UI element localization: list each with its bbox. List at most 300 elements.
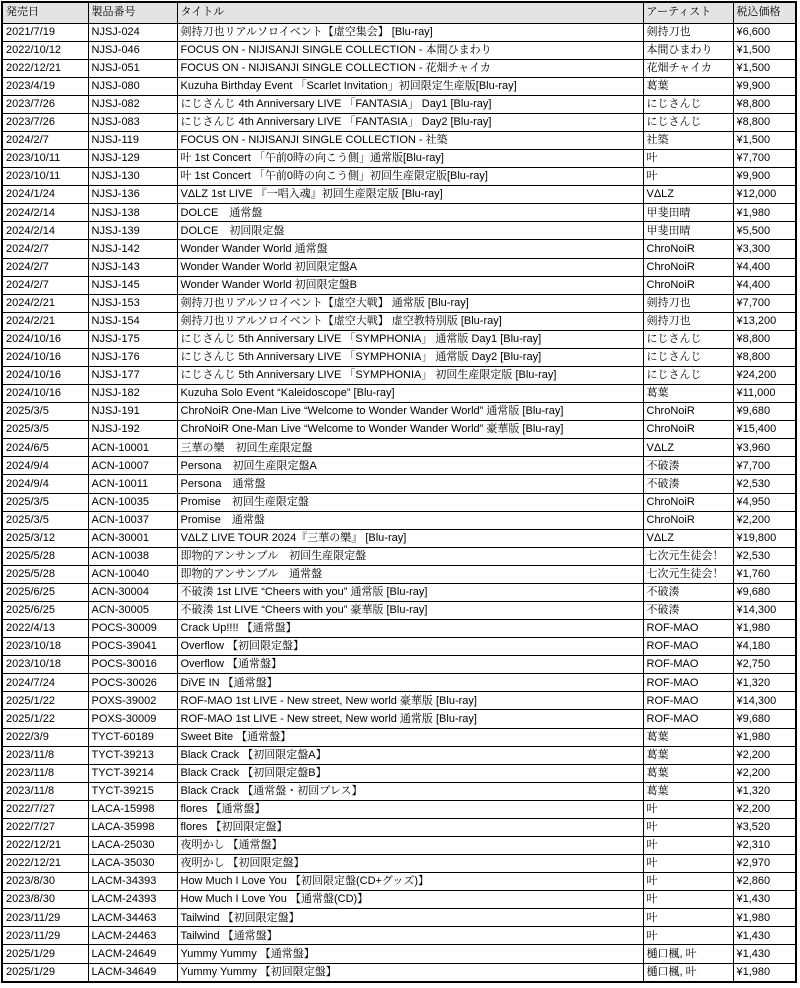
cell-artist: 叶 (643, 150, 733, 168)
cell-product-number: NJSJ-046 (88, 41, 177, 59)
table-row (2, 77, 796, 95)
cell-release-date: 2022/4/13 (2, 620, 88, 638)
cell-product-number: NJSJ-083 (88, 113, 177, 131)
cell-release-date: 2025/5/28 (2, 547, 88, 565)
cell-title: 即物的アンサンブル 初回生産限定盤 (177, 547, 643, 565)
cell-title: Black Crack 【初回限定盤A】 (177, 746, 643, 764)
cell-artist: 葛葉 (643, 782, 733, 800)
cell-product-number: NJSJ-191 (88, 403, 177, 421)
cell-product-number: NJSJ-177 (88, 366, 177, 384)
col-header-artist: アーティスト (643, 2, 733, 23)
cell-release-date: 2024/10/16 (2, 366, 88, 384)
cell-price: ¥1,320 (733, 674, 796, 692)
cell-title: 不破湊 1st LIVE “Cheers with you” 豪華版 [Blu-ray] (177, 602, 643, 620)
cell-artist: VΔLZ (643, 529, 733, 547)
table-row (2, 782, 796, 800)
cell-artist: 葛葉 (643, 385, 733, 403)
cell-title: ROF-MAO 1st LIVE - New street, New world 豪華版 [Blu-ray] (177, 692, 643, 710)
cell-title: 叶 1st Concert 「午前0時の向こう側」初回生産限定版[Blu-ray] (177, 168, 643, 186)
cell-price: ¥6,600 (733, 23, 796, 41)
cell-artist: 叶 (643, 837, 733, 855)
cell-release-date: 2024/2/21 (2, 312, 88, 330)
cell-product-number: NJSJ-138 (88, 204, 177, 222)
cell-title: Kuzuha Birthday Event 「Scarlet Invitation」初回限定生産版[Blu-ray] (177, 77, 643, 95)
cell-artist: ROF-MAO (643, 656, 733, 674)
table-row (2, 583, 796, 601)
cell-price: ¥11,000 (733, 385, 796, 403)
cell-release-date: 2024/1/24 (2, 186, 88, 204)
cell-product-number: LACM-34463 (88, 909, 177, 927)
cell-artist: ROF-MAO (643, 638, 733, 656)
cell-product-number: LACA-15998 (88, 800, 177, 818)
cell-price: ¥1,980 (733, 204, 796, 222)
cell-artist: ChroNoiR (643, 276, 733, 294)
table-row (2, 41, 796, 59)
cell-product-number: NJSJ-142 (88, 240, 177, 258)
table-row (2, 439, 796, 457)
table-row (2, 59, 796, 77)
table-row (2, 529, 796, 547)
cell-artist: 剣持刀也 (643, 312, 733, 330)
cell-artist: 叶 (643, 909, 733, 927)
cell-artist: 叶 (643, 168, 733, 186)
cell-title: にじさんじ 4th Anniversary LIVE 「FANTASIA」 Day1 [Blu-ray] (177, 95, 643, 113)
cell-price: ¥8,800 (733, 330, 796, 348)
table-row (2, 258, 796, 276)
cell-title: ChroNoiR One-Man Live “Welcome to Wonder Wander World” 通常版 [Blu-ray] (177, 403, 643, 421)
cell-release-date: 2023/10/11 (2, 150, 88, 168)
cell-release-date: 2022/12/21 (2, 855, 88, 873)
cell-release-date: 2024/2/7 (2, 258, 88, 276)
cell-title: にじさんじ 5th Anniversary LIVE 「SYMPHONIA」 初回生産限定版 [Blu-ray] (177, 366, 643, 384)
cell-price: ¥1,500 (733, 131, 796, 149)
cell-title: Tailwind 【初回限定盤】 (177, 909, 643, 927)
table-row (2, 511, 796, 529)
cell-price: ¥3,520 (733, 818, 796, 836)
cell-product-number: ACN-10001 (88, 439, 177, 457)
cell-artist: 葛葉 (643, 764, 733, 782)
cell-artist: 不破湊 (643, 602, 733, 620)
table-row (2, 457, 796, 475)
cell-release-date: 2023/11/8 (2, 746, 88, 764)
table-row (2, 692, 796, 710)
cell-title: 夜明かし 【初回限定盤】 (177, 855, 643, 873)
cell-title: Black Crack 【初回限定盤B】 (177, 764, 643, 782)
cell-price: ¥14,300 (733, 602, 796, 620)
cell-product-number: ACN-30001 (88, 529, 177, 547)
table-row (2, 963, 796, 982)
cell-product-number: LACM-24393 (88, 891, 177, 909)
table-row (2, 493, 796, 511)
cell-artist: 本間ひまわり (643, 41, 733, 59)
cell-price: ¥2,530 (733, 547, 796, 565)
cell-price: ¥7,700 (733, 294, 796, 312)
table-row (2, 855, 796, 873)
cell-price: ¥3,300 (733, 240, 796, 258)
cell-product-number: NJSJ-024 (88, 23, 177, 41)
cell-product-number: ACN-30005 (88, 602, 177, 620)
cell-artist: 七次元生徒会！ (643, 547, 733, 565)
cell-title: 剣持刀也リアルソロイベント【虚空大戦】 通常版 [Blu-ray] (177, 294, 643, 312)
table-body (2, 23, 796, 982)
cell-product-number: LACM-24649 (88, 945, 177, 963)
cell-price: ¥8,800 (733, 113, 796, 131)
cell-title: FOCUS ON - NIJISANJI SINGLE COLLECTION - 社築 (177, 131, 643, 149)
cell-artist: 七次元生徒会！ (643, 565, 733, 583)
cell-price: ¥2,200 (733, 511, 796, 529)
cell-price: ¥1,430 (733, 945, 796, 963)
cell-product-number: NJSJ-176 (88, 348, 177, 366)
cell-release-date: 2025/1/29 (2, 963, 88, 982)
cell-price: ¥2,310 (733, 837, 796, 855)
table-row (2, 909, 796, 927)
product-price-table (1, 1, 797, 983)
cell-product-number: NJSJ-192 (88, 421, 177, 439)
cell-artist: 葛葉 (643, 728, 733, 746)
col-header-product-number: 製品番号 (88, 2, 177, 23)
cell-price: ¥2,200 (733, 800, 796, 818)
cell-product-number: POCS-30016 (88, 656, 177, 674)
cell-release-date: 2025/1/29 (2, 945, 88, 963)
cell-artist: ROF-MAO (643, 710, 733, 728)
cell-title: Persona 通常盤 (177, 475, 643, 493)
cell-title: にじさんじ 5th Anniversary LIVE 「SYMPHONIA」 通常版 Day1 [Blu-ray] (177, 330, 643, 348)
cell-artist: 葛葉 (643, 746, 733, 764)
cell-release-date: 2022/12/21 (2, 837, 88, 855)
table-row (2, 95, 796, 113)
cell-release-date: 2025/3/5 (2, 493, 88, 511)
cell-product-number: ACN-10040 (88, 565, 177, 583)
cell-title: Overflow 【初回限定盤】 (177, 638, 643, 656)
cell-price: ¥15,400 (733, 421, 796, 439)
cell-artist: 樋口楓, 叶 (643, 963, 733, 982)
cell-title: Wonder Wander World 初回限定盤B (177, 276, 643, 294)
cell-product-number: POXS-30009 (88, 710, 177, 728)
cell-price: ¥1,500 (733, 59, 796, 77)
table-row (2, 475, 796, 493)
cell-product-number: NJSJ-143 (88, 258, 177, 276)
cell-title: Promise 通常盤 (177, 511, 643, 529)
cell-title: 夜明かし 【通常盤】 (177, 837, 643, 855)
cell-title: 即物的アンサンブル 通常盤 (177, 565, 643, 583)
table-row (2, 746, 796, 764)
cell-product-number: NJSJ-082 (88, 95, 177, 113)
cell-artist: ROF-MAO (643, 620, 733, 638)
cell-title: Promise 初回生産限定盤 (177, 493, 643, 511)
cell-release-date: 2025/3/5 (2, 511, 88, 529)
cell-title: How Much I Love You 【初回限定盤(CD+グッズ)】 (177, 873, 643, 891)
cell-price: ¥8,800 (733, 348, 796, 366)
cell-artist: 叶 (643, 891, 733, 909)
cell-price: ¥1,430 (733, 891, 796, 909)
cell-product-number: LACA-35030 (88, 855, 177, 873)
col-header-release-date: 発売日 (2, 2, 88, 23)
cell-release-date: 2024/9/4 (2, 475, 88, 493)
cell-title: Tailwind 【通常盤】 (177, 927, 643, 945)
cell-product-number: ACN-10038 (88, 547, 177, 565)
cell-product-number: NJSJ-136 (88, 186, 177, 204)
cell-artist: ROF-MAO (643, 692, 733, 710)
cell-product-number: ACN-10035 (88, 493, 177, 511)
cell-title: ROF-MAO 1st LIVE - New street, New world 通常版 [Blu-ray] (177, 710, 643, 728)
col-header-price: 税込価格 (733, 2, 796, 23)
cell-artist: 不破湊 (643, 583, 733, 601)
cell-artist: 叶 (643, 927, 733, 945)
cell-price: ¥1,980 (733, 909, 796, 927)
cell-price: ¥24,200 (733, 366, 796, 384)
cell-price: ¥12,000 (733, 186, 796, 204)
cell-price: ¥2,750 (733, 656, 796, 674)
cell-price: ¥9,900 (733, 77, 796, 95)
cell-artist: 甲斐田晴 (643, 204, 733, 222)
cell-price: ¥9,680 (733, 583, 796, 601)
table-row (2, 927, 796, 945)
cell-release-date: 2023/11/8 (2, 764, 88, 782)
table-row (2, 656, 796, 674)
cell-product-number: TYCT-39214 (88, 764, 177, 782)
cell-title: Crack Up!!!! 【通常盤】 (177, 620, 643, 638)
cell-release-date: 2025/1/22 (2, 692, 88, 710)
cell-price: ¥1,980 (733, 620, 796, 638)
cell-price: ¥13,200 (733, 312, 796, 330)
cell-product-number: LACM-34393 (88, 873, 177, 891)
cell-price: ¥4,180 (733, 638, 796, 656)
cell-product-number: ACN-30004 (88, 583, 177, 601)
cell-price: ¥2,200 (733, 764, 796, 782)
cell-price: ¥1,500 (733, 41, 796, 59)
cell-artist: 社築 (643, 131, 733, 149)
cell-product-number: ACN-10007 (88, 457, 177, 475)
cell-product-number: TYCT-39215 (88, 782, 177, 800)
header-row (2, 2, 796, 23)
cell-release-date: 2025/3/12 (2, 529, 88, 547)
cell-release-date: 2024/9/4 (2, 457, 88, 475)
table-row (2, 276, 796, 294)
cell-title: VΔLZ 1st LIVE 『一唱入魂』初回生産限定版 [Blu-ray] (177, 186, 643, 204)
cell-release-date: 2022/7/27 (2, 818, 88, 836)
cell-artist: ChroNoiR (643, 493, 733, 511)
table-row (2, 873, 796, 891)
cell-title: 三華の樂 初回生産限定盤 (177, 439, 643, 457)
cell-release-date: 2022/3/9 (2, 728, 88, 746)
cell-release-date: 2023/10/18 (2, 656, 88, 674)
table-row (2, 565, 796, 583)
table-row (2, 131, 796, 149)
cell-price: ¥2,200 (733, 746, 796, 764)
cell-release-date: 2024/10/16 (2, 385, 88, 403)
cell-artist: にじさんじ (643, 366, 733, 384)
table-row (2, 330, 796, 348)
cell-artist: ChroNoiR (643, 511, 733, 529)
cell-price: ¥5,500 (733, 222, 796, 240)
cell-price: ¥9,900 (733, 168, 796, 186)
cell-price: ¥8,800 (733, 95, 796, 113)
cell-artist: にじさんじ (643, 330, 733, 348)
cell-price: ¥2,970 (733, 855, 796, 873)
table-row (2, 602, 796, 620)
cell-artist: にじさんじ (643, 95, 733, 113)
cell-release-date: 2022/12/21 (2, 59, 88, 77)
cell-product-number: LACM-24463 (88, 927, 177, 945)
cell-product-number: NJSJ-051 (88, 59, 177, 77)
cell-product-number: LACM-34649 (88, 963, 177, 982)
cell-release-date: 2023/8/30 (2, 891, 88, 909)
cell-product-number: NJSJ-182 (88, 385, 177, 403)
cell-product-number: NJSJ-139 (88, 222, 177, 240)
cell-artist: VΔLZ (643, 186, 733, 204)
table-row (2, 348, 796, 366)
cell-price: ¥19,800 (733, 529, 796, 547)
cell-release-date: 2023/7/26 (2, 95, 88, 113)
table-row (2, 945, 796, 963)
cell-title: にじさんじ 4th Anniversary LIVE 「FANTASIA」 Day2 [Blu-ray] (177, 113, 643, 131)
cell-title: DOLCE 通常盤 (177, 204, 643, 222)
table-row (2, 186, 796, 204)
table-row (2, 818, 796, 836)
cell-release-date: 2023/8/30 (2, 873, 88, 891)
cell-release-date: 2025/1/22 (2, 710, 88, 728)
cell-release-date: 2024/2/7 (2, 131, 88, 149)
table-row (2, 294, 796, 312)
cell-product-number: TYCT-60189 (88, 728, 177, 746)
cell-title: Wonder Wander World 初回限定盤A (177, 258, 643, 276)
table-row (2, 620, 796, 638)
cell-artist: 叶 (643, 800, 733, 818)
cell-release-date: 2024/10/16 (2, 348, 88, 366)
table-row (2, 403, 796, 421)
table-row (2, 891, 796, 909)
cell-title: Persona 初回生産限定盤A (177, 457, 643, 475)
cell-title: flores 【通常盤】 (177, 800, 643, 818)
cell-title: Yummy Yummy 【初回限定盤】 (177, 963, 643, 982)
cell-title: 剣持刀也リアルソロイベント【虚空大戦】 虚空教特別版 [Blu-ray] (177, 312, 643, 330)
cell-title: 不破湊 1st LIVE “Cheers with you” 通常版 [Blu-ray] (177, 583, 643, 601)
cell-product-number: NJSJ-080 (88, 77, 177, 95)
cell-artist: にじさんじ (643, 113, 733, 131)
cell-price: ¥7,700 (733, 457, 796, 475)
cell-release-date: 2025/5/28 (2, 565, 88, 583)
cell-price: ¥9,680 (733, 403, 796, 421)
cell-artist: 不破湊 (643, 475, 733, 493)
cell-release-date: 2023/11/29 (2, 909, 88, 927)
cell-release-date: 2022/10/12 (2, 41, 88, 59)
cell-product-number: LACA-35998 (88, 818, 177, 836)
cell-artist: ChroNoiR (643, 403, 733, 421)
cell-title: FOCUS ON - NIJISANJI SINGLE COLLECTION - 花畑チャイカ (177, 59, 643, 77)
table-row (2, 421, 796, 439)
table-row (2, 800, 796, 818)
cell-price: ¥7,700 (733, 150, 796, 168)
cell-artist: にじさんじ (643, 348, 733, 366)
cell-release-date: 2024/2/14 (2, 204, 88, 222)
cell-release-date: 2024/2/7 (2, 240, 88, 258)
cell-artist: ChroNoiR (643, 421, 733, 439)
cell-artist: 剣持刀也 (643, 23, 733, 41)
cell-product-number: NJSJ-153 (88, 294, 177, 312)
cell-title: ChroNoiR One-Man Live “Welcome to Wonder Wander World” 豪華版 [Blu-ray] (177, 421, 643, 439)
cell-artist: 叶 (643, 855, 733, 873)
cell-release-date: 2024/7/24 (2, 674, 88, 692)
table-row (2, 150, 796, 168)
cell-product-number: NJSJ-175 (88, 330, 177, 348)
cell-artist: ChroNoiR (643, 240, 733, 258)
cell-title: Kuzuha Solo Event “Kaleidoscope” [Blu-ray] (177, 385, 643, 403)
table-row (2, 638, 796, 656)
cell-title: にじさんじ 5th Anniversary LIVE 「SYMPHONIA」 通常版 Day2 [Blu-ray] (177, 348, 643, 366)
cell-release-date: 2023/10/11 (2, 168, 88, 186)
cell-price: ¥4,400 (733, 276, 796, 294)
cell-product-number: POCS-39041 (88, 638, 177, 656)
cell-artist: 花畑チャイカ (643, 59, 733, 77)
cell-release-date: 2022/7/27 (2, 800, 88, 818)
cell-artist: 叶 (643, 873, 733, 891)
cell-title: Yummy Yummy 【通常盤】 (177, 945, 643, 963)
table-row (2, 222, 796, 240)
cell-artist: 樋口楓, 叶 (643, 945, 733, 963)
cell-price: ¥3,960 (733, 439, 796, 457)
table-row (2, 764, 796, 782)
cell-release-date: 2023/10/18 (2, 638, 88, 656)
cell-artist: 葛葉 (643, 77, 733, 95)
cell-release-date: 2024/2/14 (2, 222, 88, 240)
table-row (2, 204, 796, 222)
cell-release-date: 2024/2/7 (2, 276, 88, 294)
table-row (2, 312, 796, 330)
cell-product-number: POCS-30026 (88, 674, 177, 692)
cell-price: ¥1,980 (733, 963, 796, 982)
table-row (2, 23, 796, 41)
cell-title: FOCUS ON - NIJISANJI SINGLE COLLECTION - 本間ひまわり (177, 41, 643, 59)
table-row (2, 240, 796, 258)
cell-artist: VΔLZ (643, 439, 733, 457)
cell-product-number: NJSJ-129 (88, 150, 177, 168)
cell-title: flores 【初回限定盤】 (177, 818, 643, 836)
cell-release-date: 2025/3/5 (2, 403, 88, 421)
table-row (2, 728, 796, 746)
table-row (2, 366, 796, 384)
cell-title: 剣持刀也リアルソロイベント【虚空集会】 [Blu-ray] (177, 23, 643, 41)
cell-release-date: 2024/2/21 (2, 294, 88, 312)
cell-product-number: NJSJ-145 (88, 276, 177, 294)
cell-release-date: 2023/4/19 (2, 77, 88, 95)
cell-release-date: 2025/6/25 (2, 602, 88, 620)
cell-release-date: 2024/6/5 (2, 439, 88, 457)
cell-product-number: NJSJ-154 (88, 312, 177, 330)
cell-release-date: 2023/7/26 (2, 113, 88, 131)
cell-release-date: 2023/11/29 (2, 927, 88, 945)
table-row (2, 385, 796, 403)
cell-title: 叶 1st Concert 「午前0時の向こう側」通常版[Blu-ray] (177, 150, 643, 168)
cell-product-number: ACN-10011 (88, 475, 177, 493)
cell-artist: 叶 (643, 818, 733, 836)
cell-release-date: 2021/7/19 (2, 23, 88, 41)
table-row (2, 547, 796, 565)
cell-price: ¥9,680 (733, 710, 796, 728)
cell-release-date: 2023/11/8 (2, 782, 88, 800)
cell-product-number: TYCT-39213 (88, 746, 177, 764)
cell-artist: 剣持刀也 (643, 294, 733, 312)
cell-title: Overflow 【通常盤】 (177, 656, 643, 674)
cell-title: DiVE IN 【通常盤】 (177, 674, 643, 692)
cell-product-number: NJSJ-130 (88, 168, 177, 186)
cell-product-number: LACA-25030 (88, 837, 177, 855)
cell-title: Black Crack 【通常盤・初回プレス】 (177, 782, 643, 800)
cell-title: VΔLZ LIVE TOUR 2024『三華の樂』 [Blu-ray] (177, 529, 643, 547)
cell-product-number: POCS-30009 (88, 620, 177, 638)
cell-artist: 甲斐田晴 (643, 222, 733, 240)
table-row (2, 674, 796, 692)
cell-price: ¥1,320 (733, 782, 796, 800)
